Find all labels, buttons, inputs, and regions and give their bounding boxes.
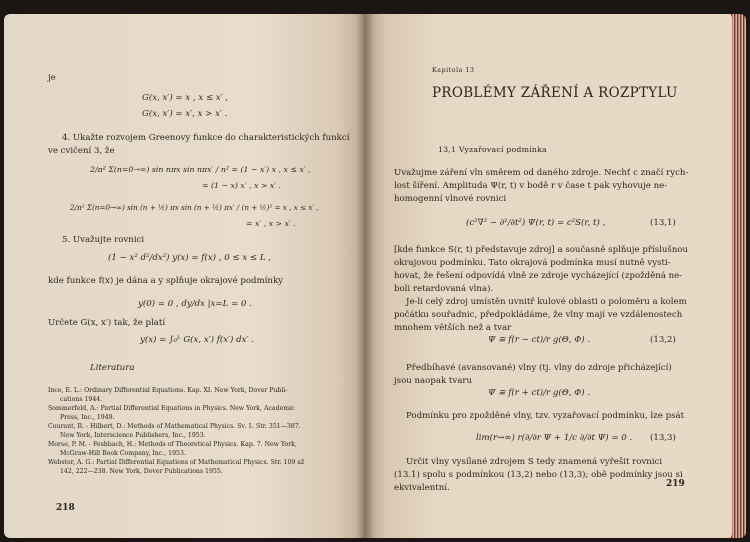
reference-line: 142, 222—238. New York, Dover Publications 1955. bbox=[60, 468, 223, 475]
text-line: okrajovou podmínku. Tato okrajová podmínka musí nutně vysti- bbox=[394, 258, 671, 268]
text-line: Podmínku pro zpožděné vlny, tzv. vyzařovací podmínku, lze psát bbox=[406, 411, 685, 421]
equation-line: 2/π² Σ(n=0→∞) sin (n + ½) πx sin (n + ½) πx′ / (n + ½)² = x , x ≤ x′ , bbox=[70, 203, 319, 212]
reference-line: Ince, E. L.: Ordinary Differential Equations. Kap. XI. New York, Dover Publi- bbox=[48, 387, 288, 394]
equation-line: 2/π² Σ(n=0→∞) sin nπx sin nπx′ / n² = (1 − x′) x , x ≤ x′ , bbox=[90, 165, 311, 174]
exercise-5: 5. Uvažujte rovnici bbox=[62, 235, 145, 245]
text-line: jsou naopak tvaru bbox=[394, 376, 472, 386]
chapter-title: PROBLÉMY ZÁŘENÍ A ROZPTYLU bbox=[432, 85, 678, 101]
book-spine bbox=[356, 14, 374, 538]
page-number-left: 218 bbox=[56, 503, 75, 513]
reference-line: McGraw-Hill Book Company, Inc., 1953. bbox=[60, 450, 186, 457]
literature-heading: Literatura bbox=[90, 363, 135, 373]
text-line: Uvažujme záření vln směrem od daného zdroje. Nechť c značí rych- bbox=[394, 168, 689, 178]
equation-line: G(x, x′) = x , x ≤ x′ , bbox=[142, 93, 229, 103]
text-line: ve cvičení 3, že bbox=[48, 146, 115, 156]
exercise-4: 4. Ukažte rozvojem Greenovy funkce do charakteristických funkcí bbox=[62, 133, 350, 143]
text-line: Určit vlny vysílané zdrojem S tedy znamená vyřešit rovnici bbox=[406, 457, 663, 467]
equation-advanced: Ψ ≅ f(r + ct)/r g(Θ, Φ) . bbox=[488, 388, 591, 398]
reference-line: Courant, R. - Hilbert, D.: Methods of Mathematical Physics. Sv. 1. Str. 351—387. bbox=[48, 423, 301, 430]
right-page bbox=[364, 14, 732, 538]
text-line: Určete G(x, x′) tak, že platí bbox=[48, 318, 166, 328]
text-line: lost šíření. Amplituda Ψ(r, t) v bodě r v čase t pak vyhovuje ne- bbox=[394, 181, 668, 191]
open-book bbox=[4, 14, 746, 538]
reference-line: Morse, P. M. - Feshbach, H.: Methods of Theoretical Physics. Kap. 7. New York, bbox=[48, 441, 297, 448]
equation-number: (13,2) bbox=[650, 335, 676, 345]
equation-number: (13,3) bbox=[650, 433, 676, 443]
reference-line: Press, Inc., 1949. bbox=[60, 414, 115, 421]
reference-line: Webster, A. G.: Partial Differential Equations of Mathematical Physics. Str. 109 až bbox=[48, 459, 305, 466]
equation-line: y(0) = 0 , dy/dx |x=L = 0 . bbox=[138, 299, 252, 309]
text-line: (13.1) spolu s podmínkou (13,2) nebo (13,3); obě podmínky jsou si bbox=[394, 470, 683, 480]
equation-line: G(x, x′) = x′, x > x′ . bbox=[142, 109, 228, 119]
equation-line: y(x) = ∫₀ᴸ G(x, x′) f(x′) dx′ . bbox=[140, 335, 254, 345]
text-line: mnohem větších než a tvar bbox=[394, 323, 512, 333]
section-title: 13,1 Vyzařovací podmínka bbox=[438, 145, 547, 154]
text-line: počátku souřadnic, předpokládáme, že vlny mají ve vzdálenostech bbox=[394, 310, 683, 320]
equation-line: (1 − x² d²/dx²) y(x) = f(x) , 0 ≤ x ≤ L , bbox=[108, 253, 272, 263]
text-line: homogenní vlnové rovnici bbox=[394, 194, 507, 204]
running-head: Kapitola 13 bbox=[432, 67, 475, 74]
text-line: Je-li celý zdroj umístěn uvnitř kulové oblasti o poloměru a kolem bbox=[406, 297, 687, 307]
equation-number: (13,1) bbox=[650, 218, 676, 228]
equation-13-2: Ψ ≅ f(r − ct)/r g(Θ, Φ) . bbox=[488, 335, 591, 345]
text-line: [kde funkce S(r, t) představuje zdroj] a současně splňuje příslušnou bbox=[394, 245, 689, 255]
left-page bbox=[4, 14, 368, 538]
reference-line: cations 1944. bbox=[60, 396, 103, 403]
text-line: hovat, že řešení odpovídá vlně ze zdroje vycházející (zpožděná ne- bbox=[394, 271, 683, 281]
text-line: Předbíhavé (avansované) vlny (tj. vlny do zdroje přicházející) bbox=[406, 363, 672, 373]
text-line: ekvivalentní. bbox=[394, 483, 450, 493]
equation-line: = (1 − x) x′ , x > x′ . bbox=[202, 181, 282, 190]
text-line: kde funkce f(x) je dána a y splňuje okrajové podmínky bbox=[48, 276, 284, 286]
reference-line: Sommerfeld, A.: Partial Differential Equations in Physics. New York, Academic bbox=[48, 405, 295, 412]
text-line: boli retardovaná vlna). bbox=[394, 284, 494, 294]
text-line: je bbox=[48, 73, 56, 83]
equation-line: = x′ , x > x′ . bbox=[246, 219, 296, 228]
equation-13-1: (c²∇² − ∂²/∂t²) Ψ(r, t) = c²S(r, t) , bbox=[466, 218, 606, 228]
reference-line: New York, Interscience Publishers, Inc., 1953. bbox=[60, 432, 206, 439]
equation-13-3: lim(r→∞) r(∂/∂r Ψ + 1/c ∂/∂t Ψ) = 0 . bbox=[476, 433, 633, 443]
page-number-right: 219 bbox=[666, 479, 685, 489]
